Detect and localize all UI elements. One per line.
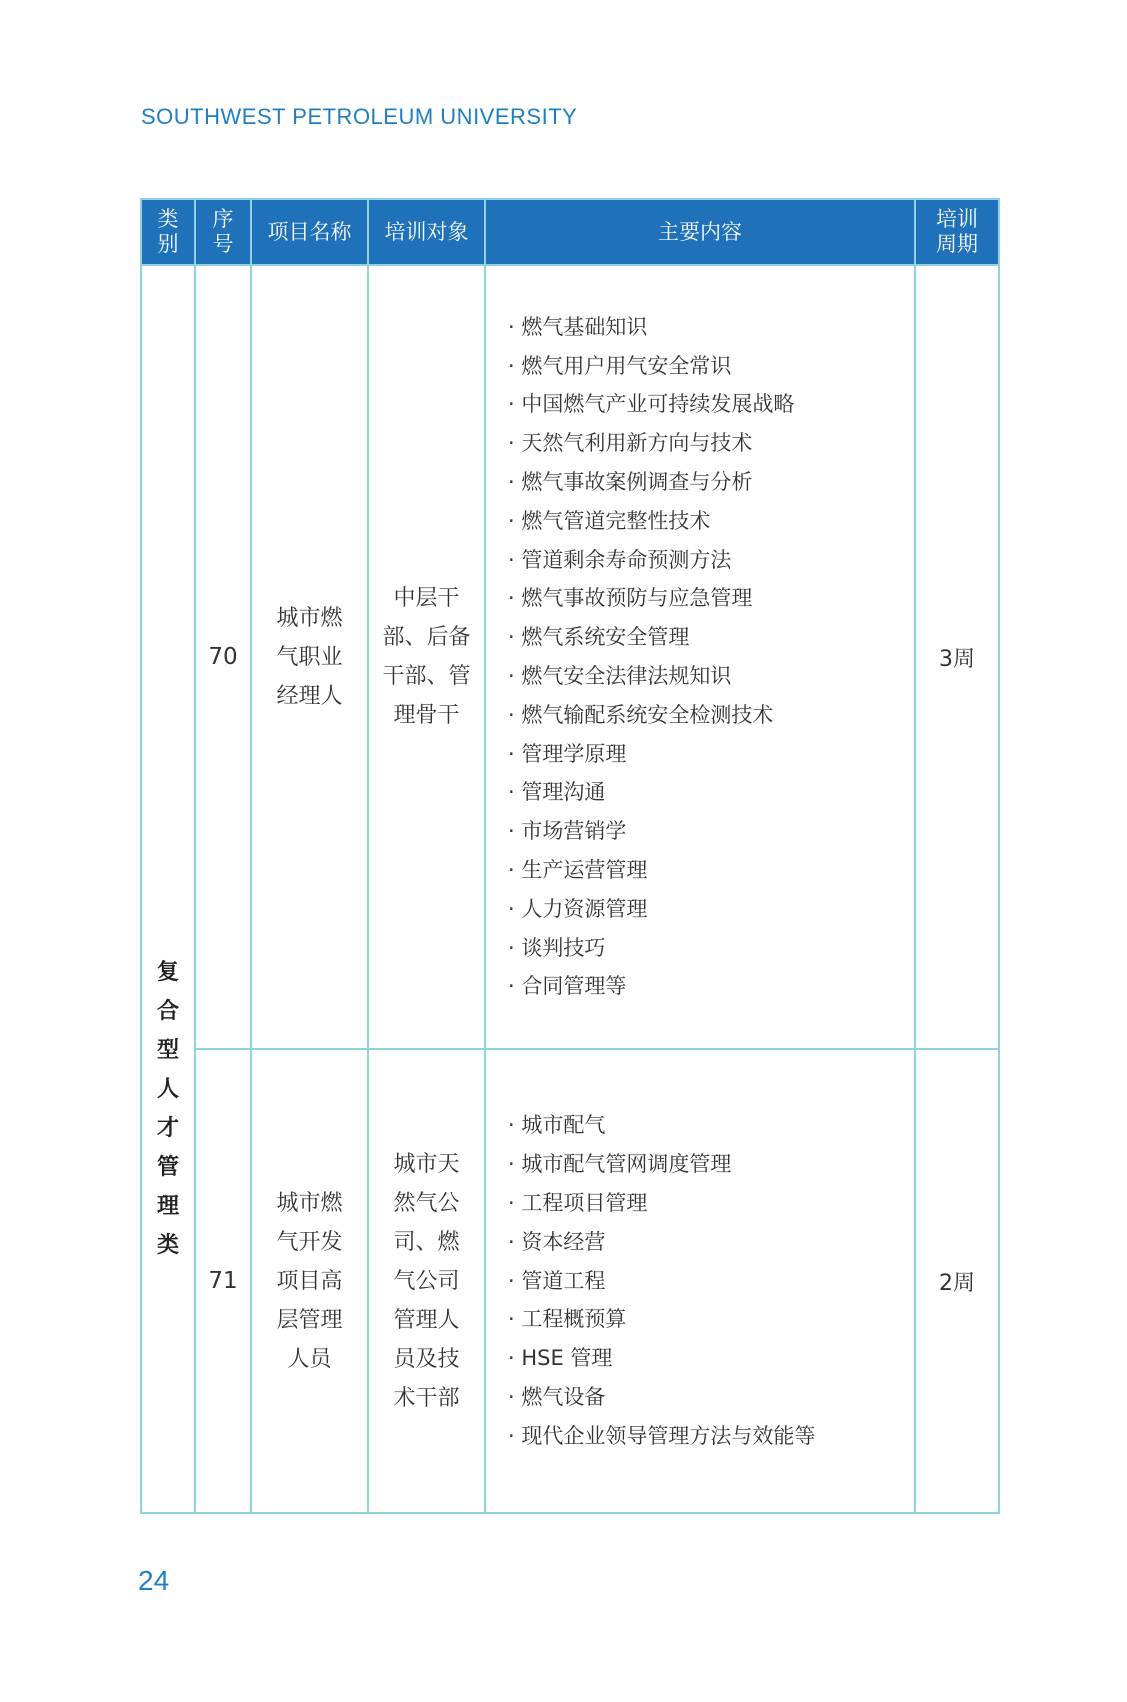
university-header: SOUTHWEST PETROLEUM UNIVERSITY bbox=[141, 104, 578, 129]
project-name: 城市燃气职业经理人 bbox=[276, 605, 343, 709]
list-item: · 燃气输配系统安全检测技术 bbox=[508, 696, 914, 735]
list-item: · 燃气系统安全管理 bbox=[508, 618, 914, 657]
project-name: 城市燃气开发项目高层管理人员 bbox=[276, 1190, 343, 1372]
table-header-row bbox=[141, 199, 999, 265]
content-list bbox=[508, 1106, 914, 1455]
list-item: · 工程项目管理 bbox=[508, 1184, 914, 1223]
list-item: · 合同管理等 bbox=[508, 967, 914, 1006]
table-row bbox=[141, 1049, 999, 1513]
column-header-serial bbox=[195, 199, 251, 265]
column-header-period bbox=[915, 199, 999, 265]
list-item: · 燃气设备 bbox=[508, 1378, 914, 1417]
list-item: · 城市配气管网调度管理 bbox=[508, 1145, 914, 1184]
audience: 城市天然气公司、燃气公司管理人员及技术干部 bbox=[393, 1151, 460, 1411]
column-header-content: 主要内容 bbox=[485, 199, 915, 265]
column-header-serial-line2: 号 bbox=[212, 232, 234, 256]
training-course-table bbox=[140, 198, 1000, 1514]
list-item: · 市场营销学 bbox=[508, 812, 914, 851]
project-name-cell bbox=[251, 265, 368, 1049]
category-cell bbox=[141, 265, 195, 1513]
list-item: · 管理学原理 bbox=[508, 735, 914, 774]
list-item: · 燃气管道完整性技术 bbox=[508, 502, 914, 541]
list-item: · 现代企业领导管理方法与效能等 bbox=[508, 1417, 914, 1456]
list-item: · 中国燃气产业可持续发展战略 bbox=[508, 385, 914, 424]
audience: 中层干部、后备干部、管理骨干 bbox=[382, 586, 471, 728]
list-item: · 管道剩余寿命预测方法 bbox=[508, 541, 914, 580]
list-item: · 管理沟通 bbox=[508, 773, 914, 812]
list-item: · 人力资源管理 bbox=[508, 890, 914, 929]
column-header-category-line1: 类 bbox=[157, 207, 179, 231]
list-item: · 资本经营 bbox=[508, 1223, 914, 1262]
list-item: · 管道工程 bbox=[508, 1262, 914, 1301]
period-cell: 3周 bbox=[915, 265, 999, 1049]
serial-cell: 71 bbox=[195, 1049, 251, 1513]
list-item: · 燃气事故预防与应急管理 bbox=[508, 579, 914, 618]
serial-cell: 70 bbox=[195, 265, 251, 1049]
column-header-period-line2: 周期 bbox=[936, 232, 978, 256]
period-cell: 2周 bbox=[915, 1049, 999, 1513]
column-header-project-name: 项目名称 bbox=[251, 199, 368, 265]
list-item: · 谈判技巧 bbox=[508, 929, 914, 968]
list-item: · 生产运营管理 bbox=[508, 851, 914, 890]
content-cell bbox=[485, 265, 915, 1049]
list-item: · 工程概预算 bbox=[508, 1300, 914, 1339]
column-header-serial-line1: 序 bbox=[212, 207, 234, 231]
project-name-cell bbox=[251, 1049, 368, 1513]
audience-cell bbox=[368, 1049, 485, 1513]
list-item: · 燃气基础知识 bbox=[508, 308, 914, 347]
list-item: · 城市配气 bbox=[508, 1106, 914, 1145]
list-item: · 燃气事故案例调查与分析 bbox=[508, 463, 914, 502]
table-row bbox=[141, 265, 999, 1049]
content-list bbox=[508, 308, 914, 1006]
list-item: · 天然气利用新方向与技术 bbox=[508, 424, 914, 463]
content-cell bbox=[485, 1049, 915, 1513]
list-item: · HSE 管理 bbox=[508, 1339, 914, 1378]
category-label: 复合型人才管理类 bbox=[156, 960, 179, 1258]
column-header-category bbox=[141, 199, 195, 265]
list-item: · 燃气安全法律法规知识 bbox=[508, 657, 914, 696]
column-header-category-line2: 别 bbox=[157, 232, 179, 256]
column-header-period-line1: 培训 bbox=[936, 207, 978, 231]
list-item: · 燃气用户用气安全常识 bbox=[508, 347, 914, 386]
page-number: 24 bbox=[138, 1565, 170, 1596]
column-header-audience: 培训对象 bbox=[368, 199, 485, 265]
audience-cell bbox=[368, 265, 485, 1049]
